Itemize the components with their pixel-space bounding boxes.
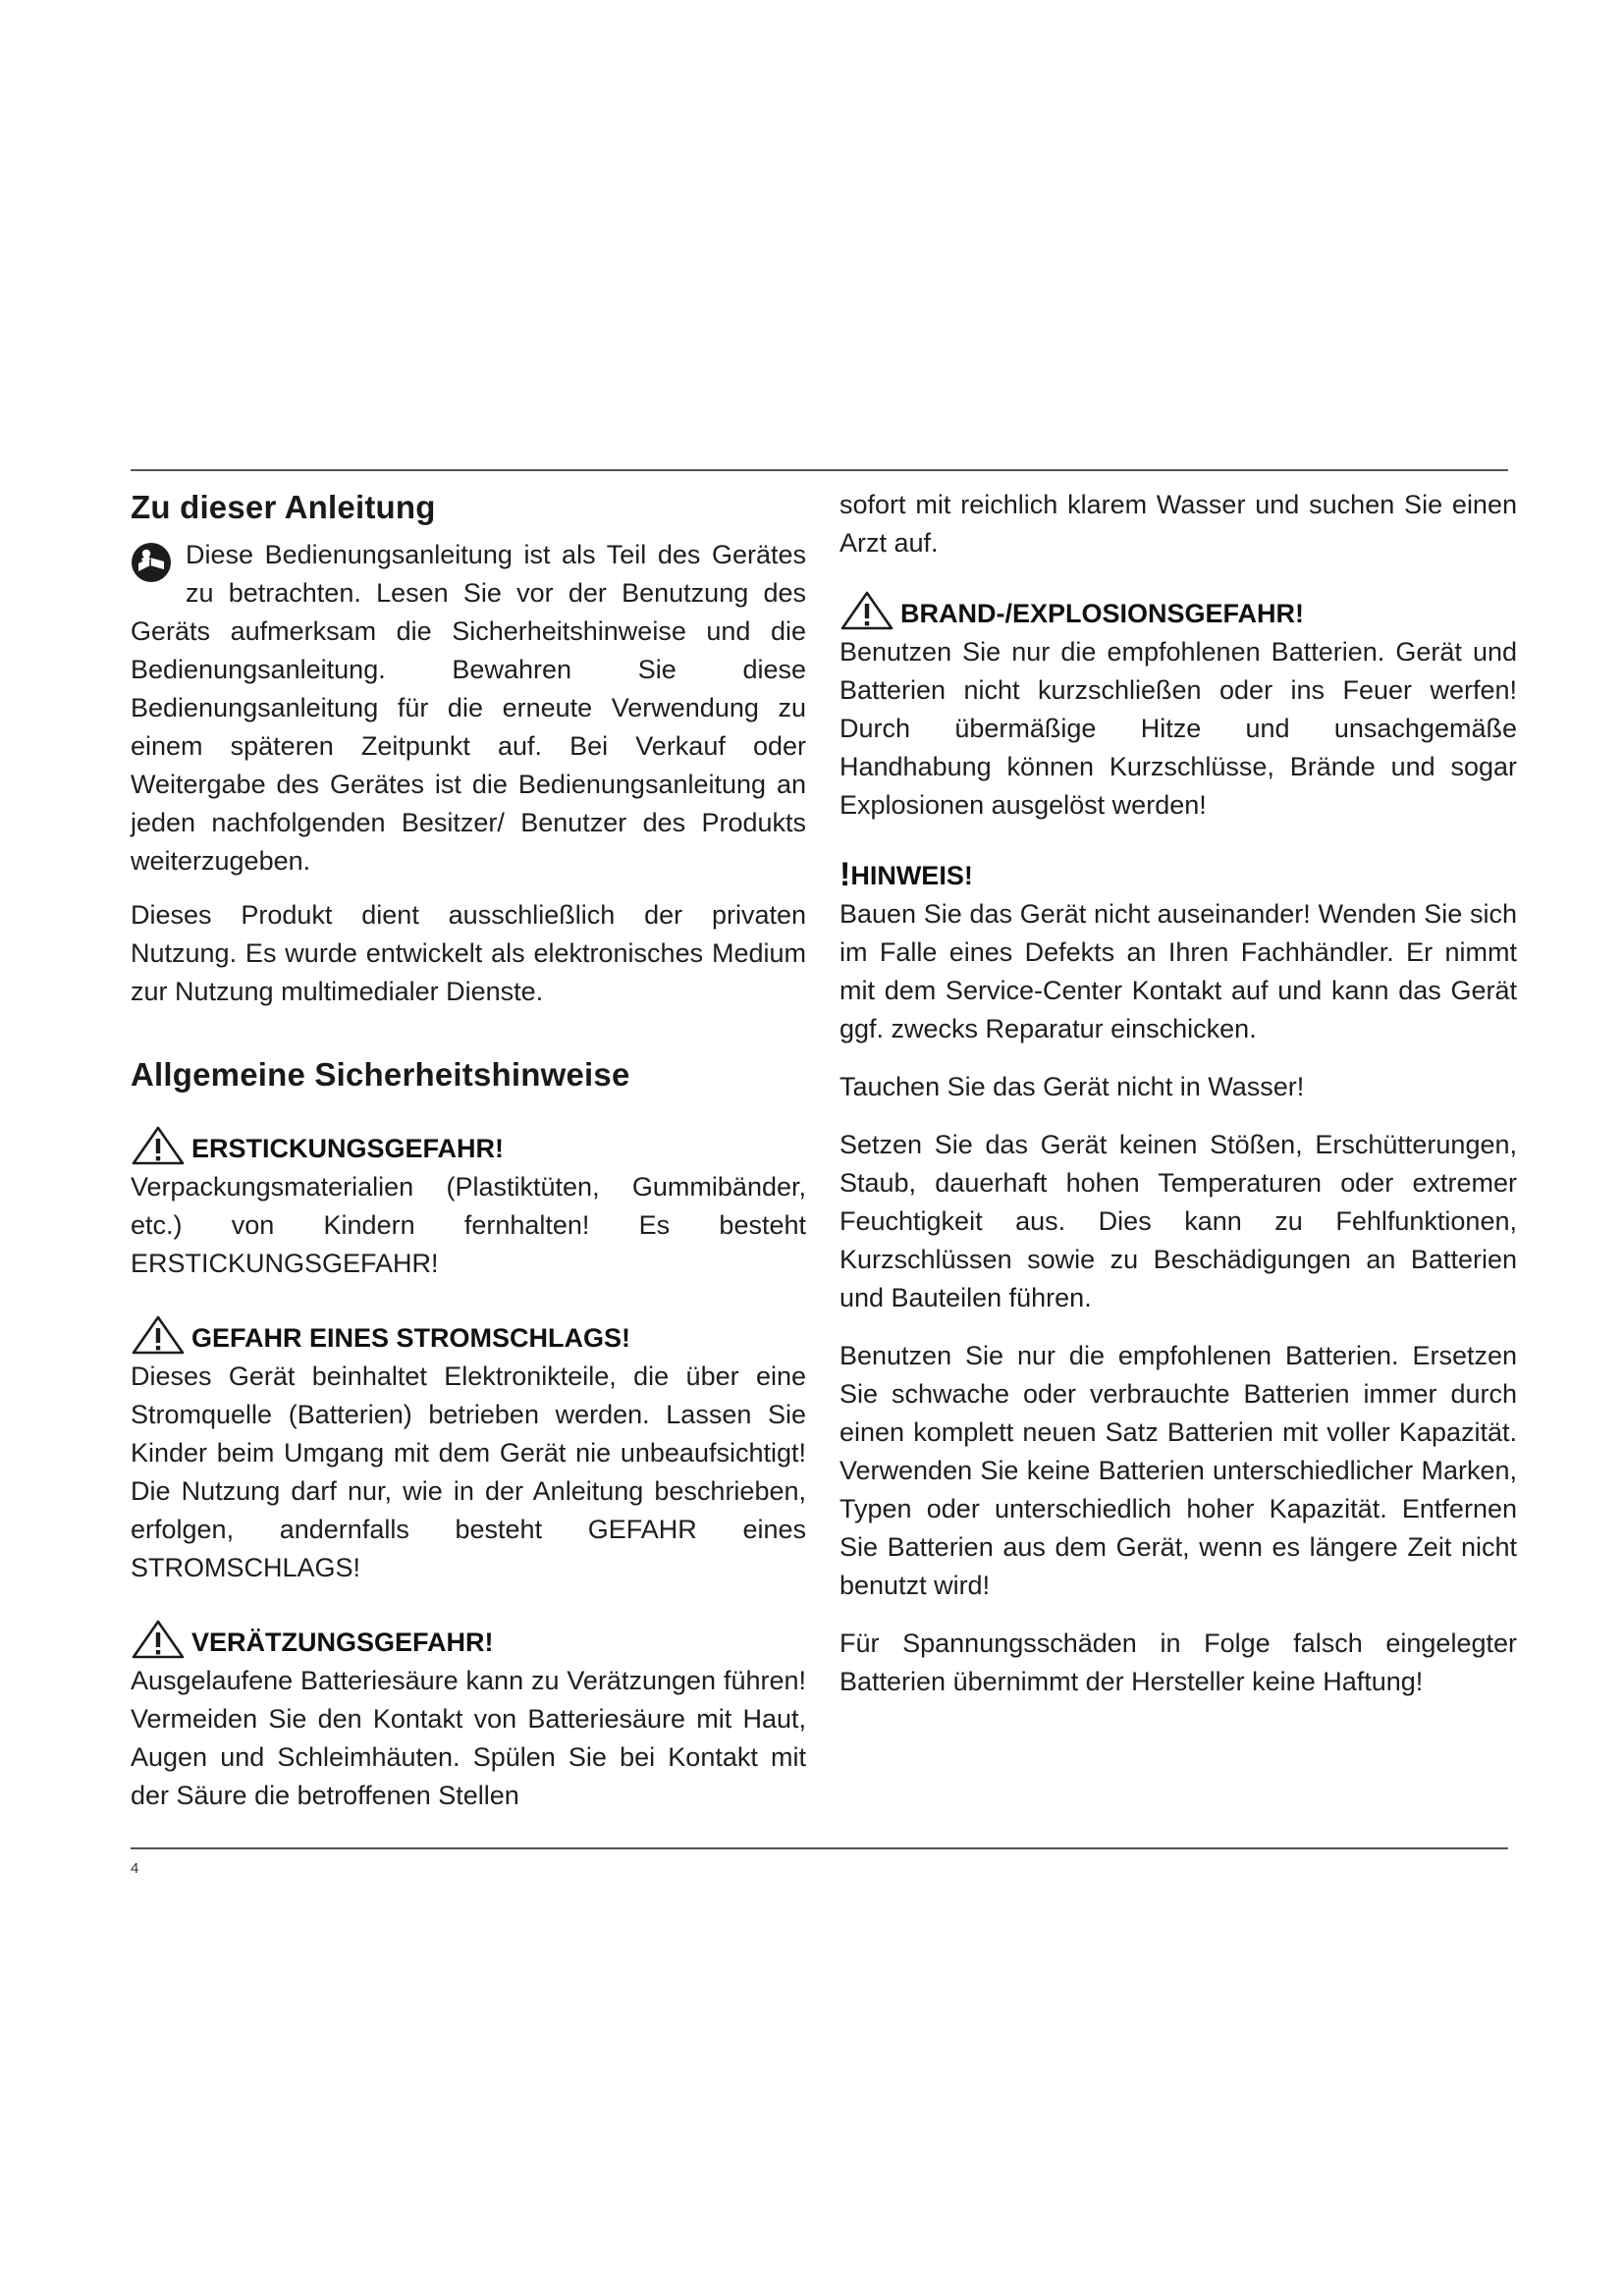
read-manual-icon [131, 542, 172, 583]
about-intro [131, 536, 806, 881]
fire-heading-label: BRAND-/EXPLOSIONSGEFAHR! [900, 599, 1305, 628]
about-title: Zu dieser Anleitung [131, 489, 436, 525]
safety-title: Allgemeine Sicherheitshinweise [131, 1056, 630, 1093]
corrosion-text: Ausgelaufene Batteriesäure kann zu Verätzungen führen! Vermeiden Sie den Kontakt von Batteriesäure mit Haut, Augen und Schleimhäuten. Spülen Sie bei Kontakt mit der Säure die betroffenen Stellen [131, 1666, 806, 1810]
water-text: Tauchen Sie das Gerät nicht in Wasser! [839, 1072, 1305, 1101]
electric-heading [131, 1312, 806, 1356]
corrosion-heading [131, 1617, 806, 1660]
warning-triangle-icon [131, 1125, 186, 1166]
right-column [839, 481, 1517, 1701]
liability-text: Für Spannungsschäden in Folge falsch eingelegter Batterien übernimmt der Hersteller keine Haftung! [839, 1629, 1517, 1696]
warning-triangle-icon [839, 590, 894, 631]
note-heading-label: HINWEIS! [850, 861, 973, 890]
suffocation-heading [131, 1123, 806, 1166]
warning-triangle-icon [131, 1619, 186, 1660]
corrosion-text-continued: sofort mit reichlich klarem Wasser und suchen Sie einen Arzt auf. [839, 490, 1517, 558]
note-text: Bauen Sie das Gerät nicht auseinander! Wenden Sie sich im Falle eines Defekts an Ihren Fachhändler. Er nimmt mit dem Service-Center Kontakt auf und kann das Gerät ggf. zwecks Reparatur einschicken. [839, 899, 1517, 1043]
corrosion-heading-label: VERÄTZUNGSGEFAHR! [191, 1628, 494, 1657]
warning-triangle-icon [131, 1314, 186, 1356]
about-paragraph-2: Dieses Produkt dient ausschließlich der privaten Nutzung. Es wurde entwickelt als elektronisches Medium zur Nutzung multimedialer Dienste. [131, 900, 806, 1006]
note-heading [839, 850, 1517, 893]
fire-heading [839, 588, 1517, 631]
electric-heading-label: GEFAHR EINES STROMSCHLAGS! [191, 1323, 631, 1353]
page-number: 4 [131, 1860, 139, 1877]
top-divider [131, 469, 1508, 471]
fire-text: Benutzen Sie nur die empfohlenen Batterien. Gerät und Batterien nicht kurzschließen oder ins Feuer werfen! Durch übermäßige Hitze und unsachgemäße Handhabung können Kurzschlüsse, Brände und sogar Explosionen ausgelöst werden! [839, 637, 1517, 820]
batteries-text: Benutzen Sie nur die empfohlenen Batterien. Ersetzen Sie schwache oder verbrauchte Batterien immer durch einen komplett neuen Satz Batterien mit voller Kapazität. Verwenden Sie keine Batterien unterschiedlicher Marken, Typen oder unterschiedlich hoher Kapazität. Entfernen Sie Batterien aus dem Gerät, wenn es längere Zeit nicht benutzt wird! [839, 1341, 1517, 1600]
shocks-text: Setzen Sie das Gerät keinen Stößen, Erschütterungen, Staub, dauerhaft hohen Temperaturen oder extremer Feuchtigkeit aus. Dies kann zu Fehlfunktionen, Kurzschlüssen sowie zu Beschädigungen an Batterien und Bauteilen führen. [839, 1130, 1517, 1312]
left-column [131, 481, 806, 1815]
suffocation-text: Verpackungsmaterialien (Plastiktüten, Gummibänder, etc.) von Kindern fernhalten! Es besteht ERSTICKUNGSGEFAHR! [131, 1172, 806, 1278]
electric-text: Dieses Gerät beinhaltet Elektronikteile, die über eine Stromquelle (Batterien) betrieben werden. Lassen Sie Kinder beim Umgang mit dem Gerät nie unbeaufsichtigt! Die Nutzung darf nur, wie in der Anleitung beschrieben, erfolgen, andernfalls besteht GEFAHR eines STROMSCHLAGS! [131, 1362, 806, 1582]
about-section [131, 489, 806, 1011]
about-paragraph-1: Diese Bedienungsanleitung ist als Teil des Gerätes zu betrachten. Lesen Sie vor der Benutzung des Geräts aufmerksam die Sicherheitshinweise und die Bedienungsanleitung. Bewahren Sie diese Bedienungsanleitung für die erneute Verwendung zu einem späteren Zeitpunkt auf. Bei Verkauf oder Weitergabe des Gerätes ist die Bedienungsanleitung an jeden nachfolgenden Besitzer/ Benutzer des Produkts weiterzugeben. [131, 540, 806, 876]
bottom-divider [131, 1847, 1508, 1849]
suffocation-heading-label: ERSTICKUNGSGEFAHR! [191, 1134, 505, 1163]
exclamation-icon: ! [839, 856, 851, 893]
safety-section [131, 1056, 806, 1815]
